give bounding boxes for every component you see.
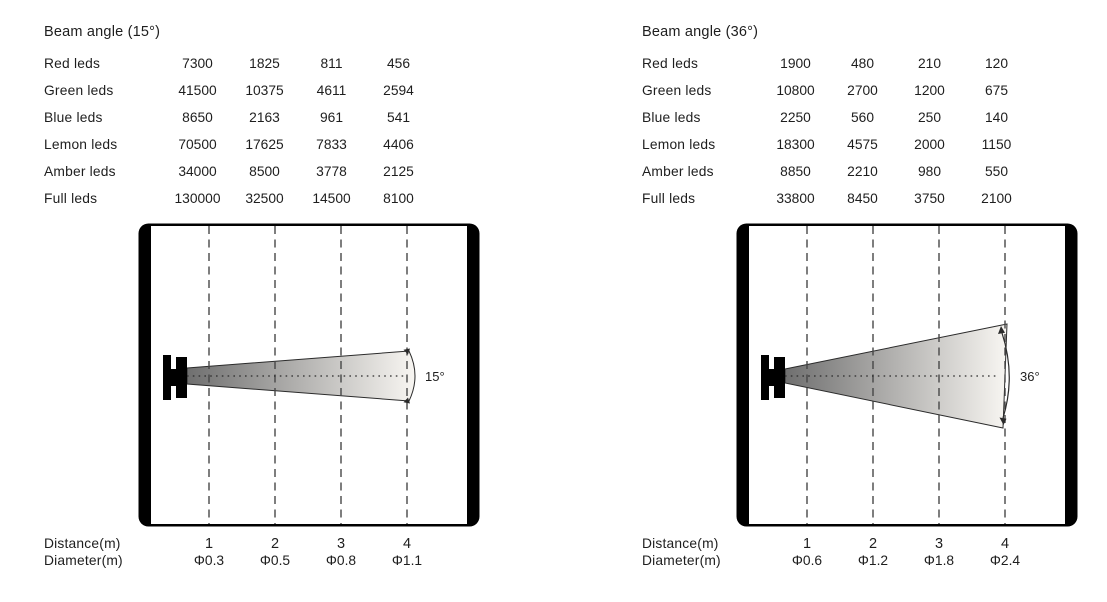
lux-value: 550 bbox=[984, 164, 1009, 179]
lux-value: 8850 bbox=[780, 164, 811, 179]
led-row-red bbox=[642, 50, 1030, 77]
led-label: Lemon leds bbox=[44, 137, 118, 152]
distance-scale bbox=[44, 536, 440, 551]
distance-value: 4 bbox=[1000, 535, 1010, 552]
beam-diagram-15 bbox=[137, 222, 481, 528]
panel-beam-15 bbox=[0, 0, 553, 602]
led-label: Blue leds bbox=[44, 110, 103, 125]
lux-value: 7300 bbox=[182, 56, 213, 71]
lux-value: 3778 bbox=[316, 164, 347, 179]
diameter-value: Φ1.2 bbox=[857, 553, 889, 568]
lux-value: 8100 bbox=[383, 191, 414, 206]
lux-value: 2100 bbox=[981, 191, 1012, 206]
led-label: Red leds bbox=[44, 56, 101, 71]
led-label: Blue leds bbox=[642, 110, 701, 125]
distance-value: 4 bbox=[402, 535, 412, 552]
led-row-green bbox=[642, 77, 1030, 104]
lux-value: 41500 bbox=[178, 83, 217, 98]
lux-value: 2000 bbox=[914, 137, 945, 152]
led-label: Red leds bbox=[642, 56, 699, 71]
lux-value: 675 bbox=[984, 83, 1009, 98]
lux-value: 140 bbox=[984, 110, 1009, 125]
lux-value: 10800 bbox=[776, 83, 815, 98]
led-row-blue bbox=[44, 104, 432, 131]
lux-value: 34000 bbox=[178, 164, 217, 179]
led-row-full bbox=[44, 185, 432, 212]
diameter-value: Φ0.8 bbox=[325, 553, 357, 568]
led-label: Full leds bbox=[642, 191, 696, 206]
lux-value: 4611 bbox=[316, 83, 347, 98]
led-label: Full leds bbox=[44, 191, 98, 206]
led-label: Amber leds bbox=[642, 164, 714, 179]
led-row-lemon bbox=[44, 131, 432, 158]
lux-value: 2210 bbox=[847, 164, 878, 179]
lux-value: 456 bbox=[386, 56, 411, 71]
lux-value: 8450 bbox=[847, 191, 878, 206]
lux-value: 2594 bbox=[383, 83, 414, 98]
lux-value: 8500 bbox=[249, 164, 280, 179]
lux-value: 961 bbox=[319, 110, 344, 125]
lux-value: 480 bbox=[850, 56, 875, 71]
panel-title: Beam angle (36°) bbox=[642, 24, 759, 40]
lux-value: 10375 bbox=[245, 83, 284, 98]
distance-value: 1 bbox=[802, 535, 812, 552]
led-label: Green leds bbox=[642, 83, 712, 98]
diameter-value: Φ0.3 bbox=[193, 553, 225, 568]
lux-value: 2700 bbox=[847, 83, 878, 98]
lux-value: 250 bbox=[917, 110, 942, 125]
distance-value: 2 bbox=[270, 535, 280, 552]
distance-axis-label: Distance(m) bbox=[44, 536, 121, 551]
lux-value: 1900 bbox=[780, 56, 811, 71]
diameter-value: Φ2.4 bbox=[989, 553, 1021, 568]
lux-value: 120 bbox=[984, 56, 1009, 71]
angle-label: 36° bbox=[1020, 369, 1040, 384]
distance-scale bbox=[642, 536, 1038, 551]
diameter-scale bbox=[642, 553, 1038, 568]
lux-value: 1150 bbox=[981, 137, 1012, 152]
lux-value: 2125 bbox=[383, 164, 414, 179]
lux-value: 1200 bbox=[914, 83, 945, 98]
lux-value: 210 bbox=[917, 56, 942, 71]
distance-value: 1 bbox=[204, 535, 214, 552]
led-label: Amber leds bbox=[44, 164, 116, 179]
angle-label: 15° bbox=[425, 369, 445, 384]
lux-value: 2250 bbox=[780, 110, 811, 125]
lux-value: 17625 bbox=[245, 137, 284, 152]
led-row-red bbox=[44, 50, 432, 77]
lux-value: 3750 bbox=[914, 191, 945, 206]
lux-value: 2163 bbox=[249, 110, 280, 125]
diameter-value: Φ1.1 bbox=[391, 553, 423, 568]
distance-value: 3 bbox=[934, 535, 944, 552]
distance-value: 2 bbox=[868, 535, 878, 552]
diameter-value: Φ0.5 bbox=[259, 553, 291, 568]
diameter-axis-label: Diameter(m) bbox=[44, 553, 123, 568]
lux-value: 1825 bbox=[249, 56, 280, 71]
led-row-green bbox=[44, 77, 432, 104]
led-label: Lemon leds bbox=[642, 137, 716, 152]
diameter-value: Φ1.8 bbox=[923, 553, 955, 568]
panel-title: Beam angle (15°) bbox=[44, 24, 161, 40]
lux-value: 7833 bbox=[316, 137, 347, 152]
led-row-full bbox=[642, 185, 1030, 212]
diameter-scale bbox=[44, 553, 440, 568]
lux-value: 18300 bbox=[776, 137, 815, 152]
lux-table bbox=[44, 50, 432, 212]
lux-value: 130000 bbox=[174, 191, 221, 206]
distance-axis-label: Distance(m) bbox=[642, 536, 719, 551]
lux-value: 980 bbox=[917, 164, 942, 179]
lux-value: 8650 bbox=[182, 110, 213, 125]
beam-diagram-36 bbox=[735, 222, 1079, 528]
led-row-amber bbox=[642, 158, 1030, 185]
panel-beam-36 bbox=[598, 0, 1107, 602]
lux-value: 33800 bbox=[776, 191, 815, 206]
led-label: Green leds bbox=[44, 83, 114, 98]
diameter-value: Φ0.6 bbox=[791, 553, 823, 568]
distance-value: 3 bbox=[336, 535, 346, 552]
lux-value: 541 bbox=[386, 110, 411, 125]
led-row-lemon bbox=[642, 131, 1030, 158]
lux-value: 70500 bbox=[178, 137, 217, 152]
led-row-blue bbox=[642, 104, 1030, 131]
diameter-axis-label: Diameter(m) bbox=[642, 553, 721, 568]
lux-value: 4575 bbox=[847, 137, 878, 152]
lux-table bbox=[642, 50, 1030, 212]
lux-value: 14500 bbox=[312, 191, 351, 206]
lux-value: 32500 bbox=[245, 191, 284, 206]
lux-value: 4406 bbox=[383, 137, 414, 152]
lux-value: 560 bbox=[850, 110, 875, 125]
lux-value: 811 bbox=[320, 56, 343, 71]
led-row-amber bbox=[44, 158, 432, 185]
